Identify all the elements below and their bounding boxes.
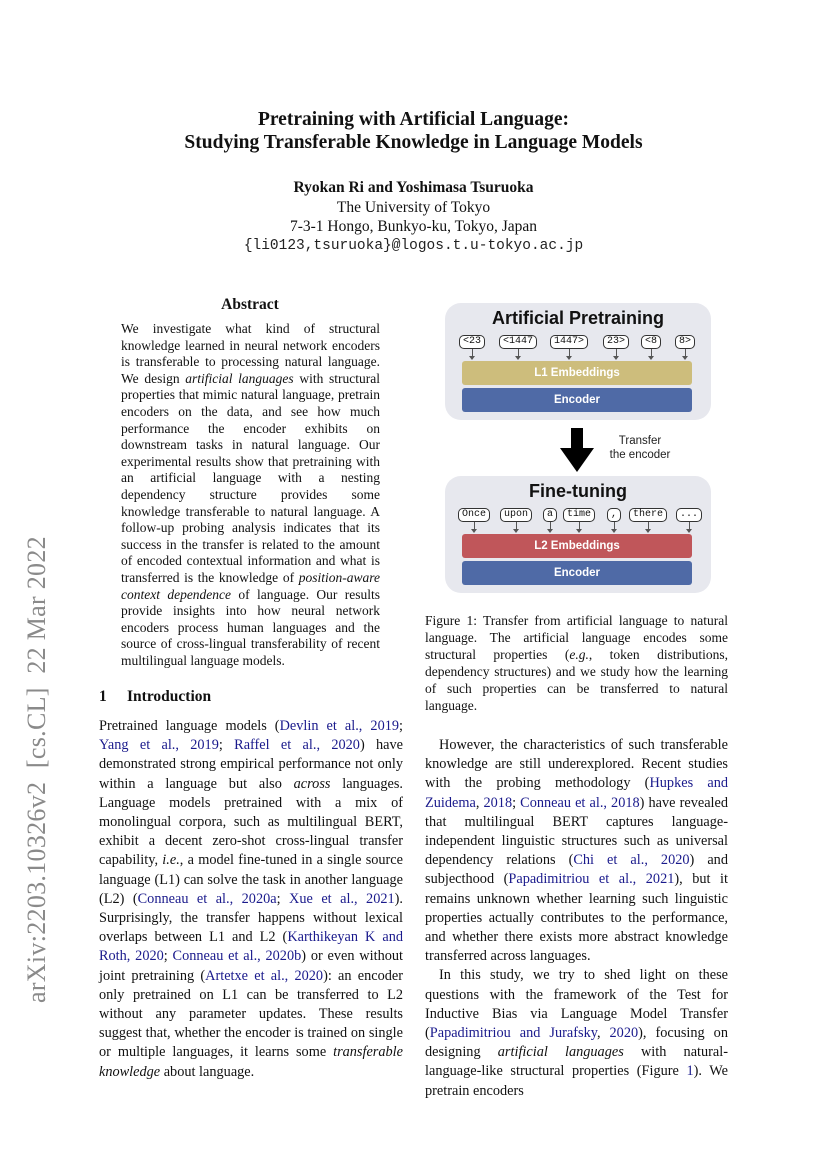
title-line-1: Pretraining with Artificial Language: — [257, 109, 570, 130]
paragraph — [425, 966, 728, 1100]
abstract-heading: Abstract — [221, 296, 279, 313]
text: ): an encoder only pretrained on L1 can be transferred to L2 without any parameter updates. These results suggest that, whether the encoder is trained on single or multiple languages, it learns some — [99, 967, 403, 1061]
text: ), focusing on designing — [425, 1025, 728, 1061]
token — [550, 335, 588, 349]
arrow-down-icon — [472, 349, 473, 357]
token-label: a — [543, 508, 557, 522]
token-label: 1447> — [550, 335, 588, 349]
token-label: <1447 — [499, 335, 537, 349]
text: ). Surprisingly, the transfer happens without lexical overlaps between L1 and L2 ( — [99, 890, 403, 946]
encoder-bar: Encoder — [462, 561, 692, 585]
transfer-label-line-2: the encoder — [609, 449, 671, 461]
citation-link[interactable]: Yang et al., 2019 — [99, 737, 219, 754]
citation-link[interactable]: Xue et al., 2021 — [289, 890, 395, 907]
abstract-text: with structural properties that mimic natural language, pretrain encoders on the data, and see how much performance the encoder exhibits on downstream tasks in natural language. Our experimental results show that pretraining with an artificial language with a nesting dependency structure provides some knowledge transferable to natural language. A follow-up probing analysis indicates that its success in the transfer is related to the amount of encoded contextual information and what is transferred is the knowledge of — [121, 370, 380, 585]
arrow-down-icon — [579, 522, 580, 530]
emphasis: across — [293, 775, 331, 792]
arrow-down-icon — [689, 522, 690, 530]
token — [675, 335, 695, 349]
encoder-bar: Encoder — [462, 388, 692, 412]
l1-embeddings-bar: L1 Embeddings — [462, 361, 692, 385]
pretrain-token-row — [445, 333, 711, 363]
affiliation: The University of Tokyo — [336, 198, 491, 216]
text: ) have revealed that multilingual BERT captures language-independent linguistic structures such as universal dependency relations ( — [425, 794, 729, 869]
text: languages. Language models pretrained with a mix of monolingual corpora, such as multilingual BERT, exhibit a decent zero-shot cross-lingual transfer capability, — [99, 775, 403, 869]
transfer-label — [600, 434, 680, 462]
arrow-down-icon — [651, 349, 652, 357]
l2-embeddings-bar: L2 Embeddings — [462, 534, 692, 558]
title-line-2: Studying Transferable Knowledge in Language Models — [184, 132, 643, 153]
token-label: there — [629, 508, 667, 522]
abstract-text: We investigate what kind of structural knowledge learned in neural network encoders is transferable to processing natural language. We design — [121, 321, 380, 386]
text: ; — [163, 948, 173, 965]
text: with natural-language-like structural properties (Figure — [425, 1044, 729, 1080]
citation-link[interactable]: Papadimitriou and Jurafsky — [429, 1025, 597, 1042]
citation-link[interactable]: Artetxe et al., 2020 — [205, 967, 324, 984]
finetune-token-row — [445, 506, 711, 536]
token — [603, 335, 629, 349]
token — [607, 508, 621, 522]
token-label: <23 — [459, 335, 485, 349]
text: However, the characteristics of such transferable knowledge are still underexplored. Recent studies with the probing methodology ( — [425, 737, 728, 792]
caption-text: , token distributions, dependency structures) and we study how the learning of such properties can be transferred to natural language. — [425, 647, 728, 713]
pretraining-panel — [445, 303, 711, 420]
token-label: upon — [500, 508, 532, 522]
citation-link[interactable]: 2018 — [483, 794, 513, 811]
section-title: Introduction — [127, 688, 212, 705]
arrow-down-icon — [474, 522, 475, 530]
token-label: 23> — [603, 335, 629, 349]
arrow-down-icon — [518, 349, 519, 357]
finetuning-title: Fine-tuning — [529, 481, 627, 501]
citation-link[interactable]: Chi et al., 2020 — [573, 852, 690, 869]
arxiv-stamp: arXiv:2203.10326v2 [cs.CL] 22 Mar 2022 — [22, 536, 51, 1003]
emphasis: artificial languages — [497, 1044, 624, 1061]
arrow-down-icon — [685, 349, 686, 357]
token — [543, 508, 557, 522]
token — [641, 335, 661, 349]
token-label: 8> — [675, 335, 695, 349]
figure-1-caption — [425, 612, 728, 714]
token-label: ... — [676, 508, 702, 522]
abstract-emphasis: position-aware context dependence — [121, 569, 380, 602]
token — [499, 335, 537, 349]
caption-emphasis: e.g. — [569, 647, 589, 662]
token — [563, 508, 595, 522]
abstract-emphasis: artificial languages — [185, 370, 294, 386]
token-label: , — [607, 508, 621, 522]
text: ) or even without joint pretraining ( — [99, 948, 403, 984]
text: ; — [399, 718, 404, 734]
text: , — [475, 794, 484, 811]
section-heading-introduction — [99, 688, 211, 706]
citation-link[interactable]: Conneau et al., 2020b — [172, 948, 302, 965]
citation-link[interactable]: Devlin et al., 2019 — [279, 718, 400, 734]
citation-link[interactable]: Karthikeyan K and Roth, 2020 — [99, 929, 403, 965]
author-email: {li0123,tsuruoka}@logos.t.u-tokyo.ac.jp — [243, 237, 584, 254]
text: about language. — [160, 1063, 255, 1080]
token — [459, 335, 485, 349]
arrow-down-icon — [516, 522, 517, 530]
text: ) and subjecthood ( — [425, 852, 728, 888]
citation-link[interactable]: 1 — [686, 1063, 694, 1080]
caption-text: Figure 1: Transfer from artificial language to natural language. The artificial language encodes some structural properties ( — [425, 613, 728, 662]
paper-title — [0, 108, 827, 154]
text: ) have demonstrated strong empirical performance not only within a language but also — [99, 737, 403, 792]
abstract-text: of language. Our results provide insights into how neural network encoders process human languages and the source of cross-lingual transferability of recent multilingual language models. — [121, 586, 380, 668]
token-label: time — [563, 508, 595, 522]
arrow-down-icon — [648, 522, 649, 530]
token-label: <8 — [641, 335, 661, 349]
abstract-body — [121, 321, 380, 669]
address: 7-3-1 Hongo, Bunkyo-ku, Tokyo, Japan — [289, 218, 538, 235]
citation-link[interactable]: 2020 — [609, 1025, 639, 1042]
text: ), but it remains unknown whether learning such linguistic properties actually contributes to the performance, and whether there exists more abstract knowledge transferred across languages. — [425, 871, 728, 965]
section-number: 1 — [99, 688, 107, 705]
emphasis: i.e. — [162, 852, 180, 869]
token — [629, 508, 667, 522]
paragraph — [99, 717, 403, 1082]
text: , a model fine-tuned in a single source language (L1) can solve the task in another language (L2) ( — [99, 852, 404, 907]
token-label: Once — [458, 508, 490, 522]
author-names: Ryokan Ri and Yoshimasa Tsuruoka — [293, 179, 534, 196]
text: ; — [512, 794, 521, 811]
arrow-down-icon — [550, 522, 551, 530]
author-block — [0, 178, 827, 256]
text: ; — [276, 890, 290, 907]
citation-link[interactable]: Conneau et al., 2020a — [137, 890, 277, 907]
citation-link[interactable]: Raffel et al., 2020 — [234, 737, 360, 754]
text: In this study, we try to shed light on these questions with the framework of the Test for Inductive Bias via Language Model Transfer ( — [425, 967, 728, 1042]
citation-link[interactable]: Hupkes and Zuidema — [425, 775, 728, 811]
citation-link[interactable]: Conneau et al., 2018 — [520, 794, 640, 811]
pretraining-title: Artificial Pretraining — [491, 308, 665, 328]
figure-1 — [445, 303, 711, 599]
intro-right-column — [425, 736, 728, 1101]
token — [458, 508, 490, 522]
citation-link[interactable]: Papadimitriou et al., 2021 — [508, 871, 675, 888]
arrow-down-icon — [569, 349, 570, 357]
emphasis: transferable knowledge — [99, 1044, 403, 1080]
text: ). We pretrain encoders — [425, 1063, 728, 1099]
finetuning-panel — [445, 476, 711, 593]
text: , — [596, 1025, 610, 1042]
transfer-arrow-icon — [560, 428, 594, 472]
transfer-label-line-1: Transfer — [618, 435, 662, 447]
arrow-down-icon — [614, 522, 615, 530]
text: ; — [218, 737, 235, 754]
token — [676, 508, 702, 522]
arrow-down-icon — [616, 349, 617, 357]
token — [500, 508, 532, 522]
text: Pretrained language models ( — [99, 718, 280, 734]
paragraph — [425, 736, 728, 966]
intro-left-column — [99, 717, 403, 1082]
